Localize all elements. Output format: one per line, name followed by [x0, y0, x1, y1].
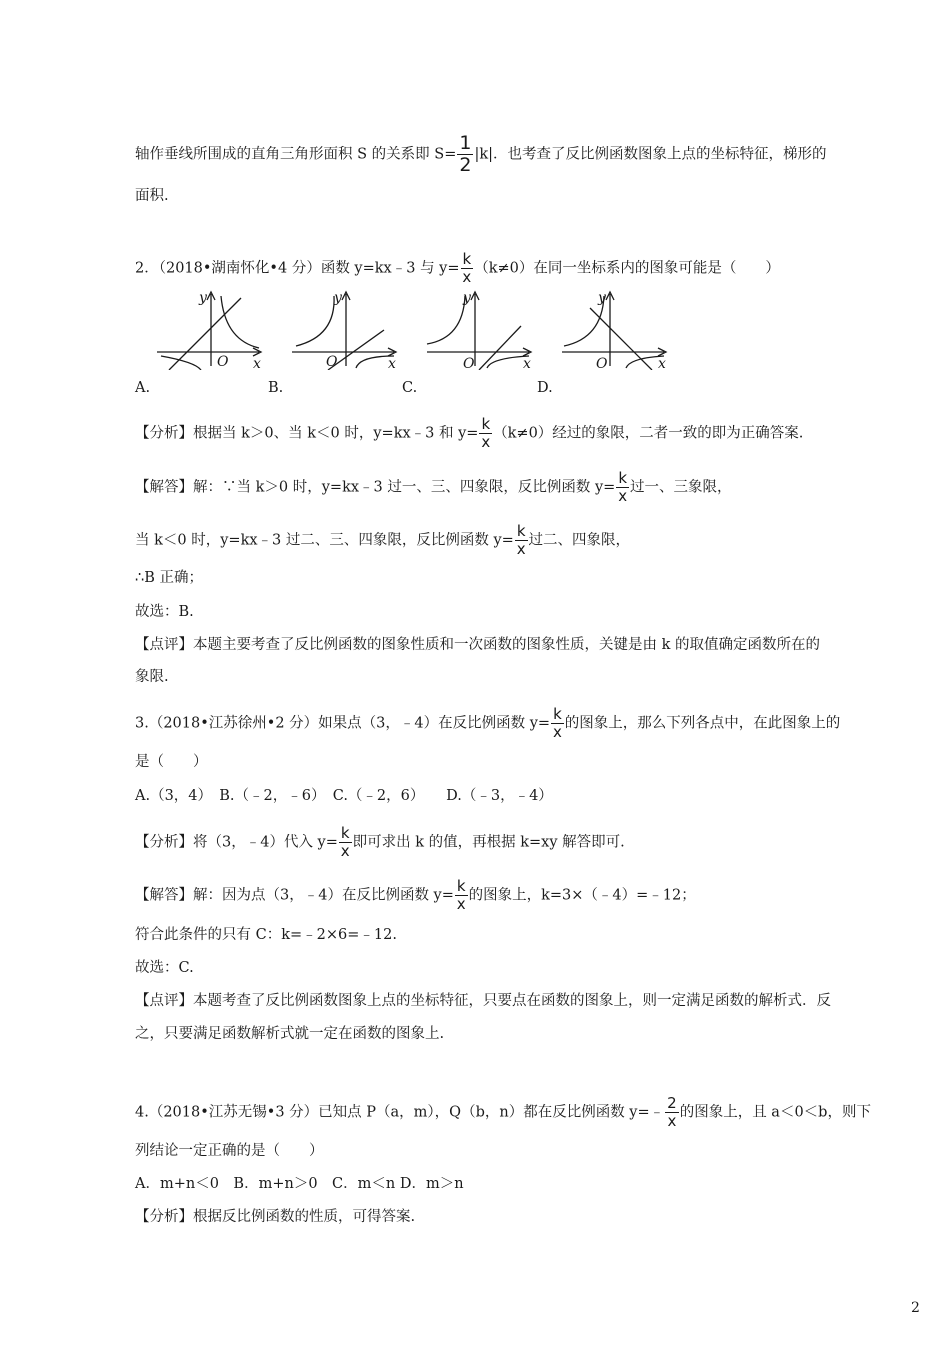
graph-b-label: B. [268, 380, 284, 396]
fraction-k-over-x [515, 524, 528, 557]
graph-d-label: D. [537, 380, 553, 396]
denominator: x [340, 842, 350, 860]
graph-axis-y: y [598, 290, 606, 306]
q2-stem [135, 252, 780, 285]
numerator: 1 [459, 132, 472, 154]
numerator: k [516, 522, 526, 540]
q4-stem [135, 1096, 871, 1129]
prev-line-1 [135, 134, 827, 175]
graph-a [155, 290, 267, 370]
graph-a-label: A. [135, 380, 151, 396]
text: 3.（2018•江苏徐州•2 分）如果点（3，﹣4）在反比例函数 y= [135, 715, 551, 732]
denominator: 2 [459, 154, 472, 176]
graph-c-label: C. [402, 380, 418, 396]
text: 【解答】解：因为点（3，﹣4）在反比例函数 y= [135, 887, 454, 904]
graph-axis-x: x [388, 356, 396, 370]
numerator: k [462, 250, 472, 268]
q3-comment-1: 【点评】本题考查了反比例函数图象上点的坐标特征，只要点在函数的图象上，则一定满足函数的解析式．反 [135, 993, 831, 1009]
graph-origin: O [326, 354, 338, 370]
q2-solution-2 [135, 524, 630, 557]
graph-axis-x: x [253, 356, 261, 370]
page-number: 2 [911, 1300, 920, 1316]
graph-c [425, 290, 537, 370]
graph-origin: O [463, 356, 475, 370]
text: 过一、三象限， [630, 479, 732, 496]
q3-analysis [135, 826, 625, 859]
q2-solution-3: ∴B 正确； [135, 570, 203, 586]
numerator: k [553, 705, 562, 723]
graph-origin: O [596, 356, 608, 370]
q3-solution-2: 符合此条件的只有 C：k=﹣2×6=﹣12. [135, 927, 397, 943]
numerator: k [340, 824, 350, 842]
graph-origin: O [217, 354, 229, 370]
q3-choice: 故选：C. [135, 960, 194, 976]
denominator: x [456, 895, 466, 913]
q3-solution-1 [135, 879, 696, 912]
denominator: x [462, 268, 472, 286]
q3-stem [135, 707, 840, 740]
q2-analysis [135, 417, 803, 450]
prev-line-2: 面积. [135, 188, 169, 204]
q4-analysis: 【分析】根据反比例函数的性质，可得答案. [135, 1209, 416, 1225]
text: 2．（2018•湖南怀化•4 分）函数 y=kx﹣3 与 y= [135, 260, 460, 277]
text: 【分析】根据当 k＞0、当 k＜0 时，y=kx﹣3 和 y= [135, 425, 479, 442]
fraction-k-over-x [551, 707, 564, 740]
numerator: 2 [667, 1094, 677, 1112]
fraction-k-over-x [461, 252, 474, 285]
q4-stem-2: 列结论一定正确的是（ ） [135, 1143, 324, 1159]
text: 过二、四象限， [528, 532, 631, 549]
graph-axis-y: y [334, 290, 342, 306]
fraction-2-over-x [665, 1096, 679, 1129]
text: 轴作垂线所围成的直角三角形面积 S 的关系即 S= [135, 146, 457, 163]
text: 的图象上，那么下列各点中，在此图象上的 [564, 715, 841, 732]
text: 即可求出 k 的值，再根据 k=xy 解答即可. [352, 834, 625, 851]
fraction-k-over-x [479, 417, 492, 450]
graph-d [560, 290, 672, 370]
fraction-k-over-x [455, 879, 468, 912]
fraction-k-over-x [616, 471, 629, 504]
q3-stem-2: 是（ ） [135, 754, 208, 770]
fraction-k-over-x [339, 826, 352, 859]
text: 的图象上，且 a＜0＜b，则下 [679, 1104, 871, 1121]
denominator: x [667, 1112, 677, 1130]
graph-axis-x: x [658, 356, 666, 370]
text: 4.（2018•江苏无锡•3 分）已知点 P（a，m），Q（b，n）都在反比例函数 y=﹣ [135, 1104, 665, 1121]
denominator: x [516, 540, 526, 558]
q2-comment-2: 象限. [135, 669, 169, 685]
q2-choice: 故选：B. [135, 604, 194, 620]
graph-axis-x: x [523, 356, 531, 370]
denominator: x [481, 433, 491, 451]
q3-comment-2: 之，只要满足函数解析式就一定在函数的图象上. [135, 1026, 445, 1042]
numerator: k [481, 415, 491, 433]
text: 【分析】将（3，﹣4）代入 y= [135, 834, 338, 851]
text: |k|．也考查了反比例函数图象上点的坐标特征，梯形的 [474, 146, 827, 163]
denominator: x [552, 723, 562, 741]
q2-solution-1 [135, 471, 732, 504]
q3-options: A.（3，4） B.（﹣2，﹣6） C.（﹣2，6） D.（﹣3，﹣4） [135, 788, 553, 804]
fraction-one-half [457, 134, 473, 175]
graph-b [290, 290, 402, 370]
graph-axis-y: y [463, 290, 471, 306]
text: 的图象上，k=3×（﹣4）=﹣12； [468, 887, 696, 904]
text: （k≠0）经过的象限，二者一致的即为正确答案. [493, 425, 804, 442]
numerator: k [618, 469, 628, 487]
numerator: k [456, 877, 466, 895]
text: （k≠0）在同一坐标系内的图象可能是（ ） [474, 260, 780, 277]
denominator: x [618, 487, 628, 505]
q2-comment-1: 【点评】本题主要考查了反比例函数的图象性质和一次函数的图象性质，关键是由 k 的取值确定函数所在的 [135, 637, 821, 653]
q4-options: A．m+n＜0 B．m+n＞0 C．m＜n D．m＞n [135, 1176, 464, 1192]
text: 当 k＜0 时，y=kx﹣3 过二、三、四象限，反比例函数 y= [135, 532, 514, 549]
text: 【解答】解：∵当 k＞0 时，y=kx﹣3 过一、三、四象限，反比例函数 y= [135, 479, 616, 496]
graph-axis-y: y [199, 290, 207, 306]
